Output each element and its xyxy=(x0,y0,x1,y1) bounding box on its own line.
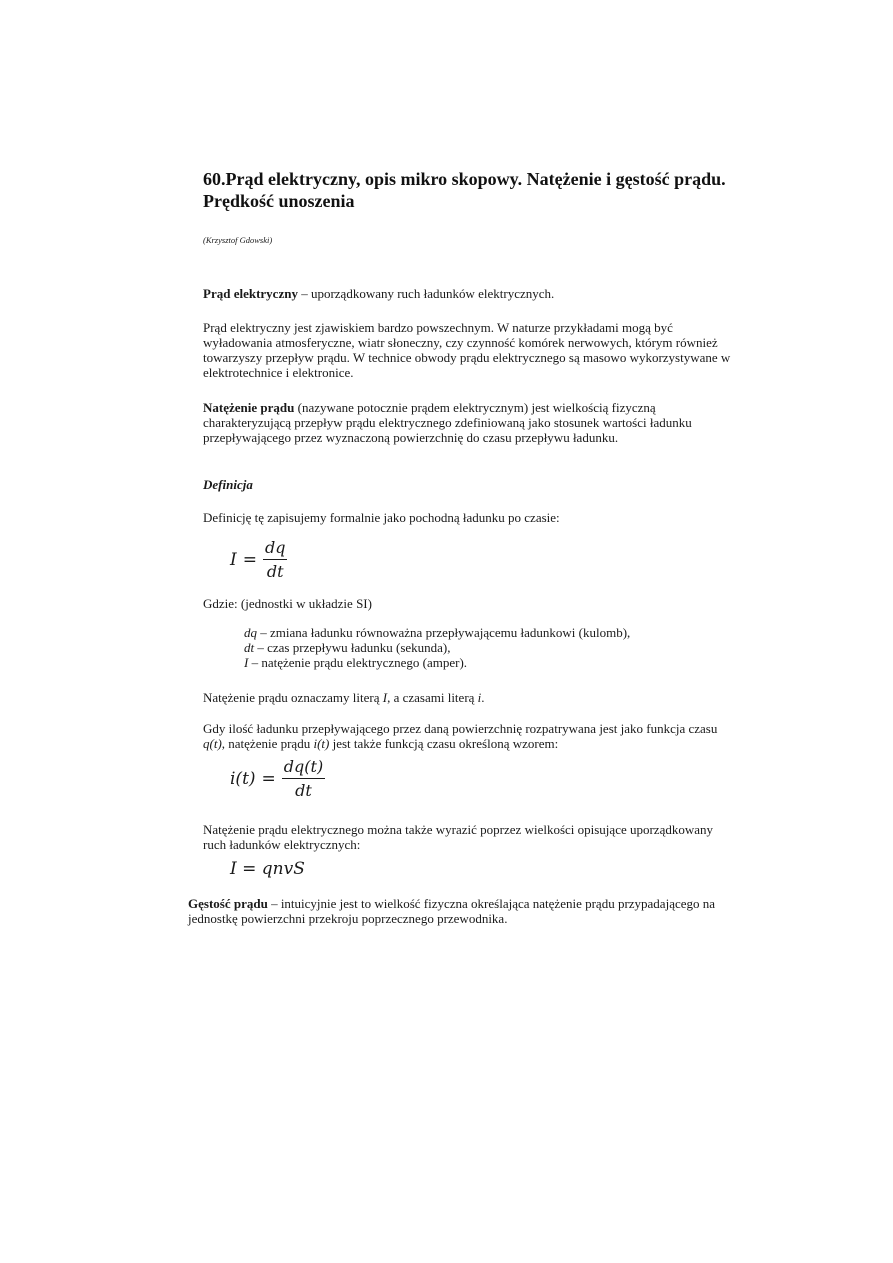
fraction-numerator: dq xyxy=(264,538,286,557)
paragraph-where: Gdzie: (jednostki w układzie SI) xyxy=(203,596,372,611)
section-heading-definition: Definicja xyxy=(203,477,253,492)
paragraph-text: , a czasami literą xyxy=(387,690,478,705)
formula-equals: = xyxy=(242,549,257,570)
paragraph-notation xyxy=(203,690,485,705)
paragraph-text: , natężenie prądu xyxy=(221,736,314,751)
paragraph-current-intensity xyxy=(203,400,738,445)
list-symbol: dq xyxy=(244,625,257,640)
list-symbol: dt xyxy=(244,640,255,655)
fraction-numerator: dq(t) xyxy=(283,757,324,776)
term-density: Gęstość prądu xyxy=(188,896,268,911)
list-item xyxy=(244,625,724,640)
paragraph-definition-intro: Definicję tę zapisujemy formalnie jako pochodną ładunku po czasie: xyxy=(203,510,560,525)
fraction-denominator: dt xyxy=(295,781,312,800)
paragraph-text: Natężenie prądu oznaczamy literą xyxy=(203,690,383,705)
paragraph-current-examples: Prąd elektryczny jest zjawiskiem bardzo powszechnym. W naturze przykładami mogą być wyładowania atmosferyczne, wiatr słoneczny, czy czynność komórek nerwowych, którym również towarzyszy przepływ prądu. W technice obwody prądu elektrycznego są masowo wykorzystywane w elektrotechnice i elektronice. xyxy=(203,320,731,380)
list-item xyxy=(244,655,724,670)
formula-equals: = xyxy=(261,768,276,789)
list-text: – czas przepływu ładunku (sekunda), xyxy=(254,640,451,655)
paragraph-text: . xyxy=(481,690,485,705)
list-item xyxy=(244,640,724,655)
symbol-I: I xyxy=(382,690,388,705)
formula-fraction xyxy=(282,757,325,800)
list-text: – zmiana ładunku równoważna przepływającemu ładunkowi (kulomb), xyxy=(257,625,631,640)
symbol-i: i xyxy=(477,690,482,705)
symbol-list xyxy=(244,625,724,670)
paragraph-text: Gdy ilość ładunku przepływającego przez daną powierzchnię rozpatrywana jest jako funkcja czasu xyxy=(203,721,718,736)
paragraph-current-definition xyxy=(203,286,763,301)
paragraph-text: – uporządkowany ruch ładunków elektrycznych. xyxy=(297,286,555,301)
formula-lhs: I xyxy=(230,549,237,570)
formula-fraction xyxy=(263,538,287,581)
fraction-denominator: dt xyxy=(266,562,284,581)
formula-qnvs: I = qnvS xyxy=(230,859,305,879)
symbol-i-t: i(t) xyxy=(313,736,330,751)
term-current: Prąd elektryczny xyxy=(203,286,298,301)
formula-lhs: i(t) xyxy=(230,768,256,789)
list-symbol: I xyxy=(244,655,249,670)
author-line: (Krzysztof Gdowski) xyxy=(203,235,273,245)
paragraph-text: jest także funkcją czasu określoną wzorem: xyxy=(329,736,559,751)
paragraph-time-function xyxy=(203,721,733,751)
document-title: 60.Prąd elektryczny, opis mikro skopowy. Natężenie i gęstość prądu. Prędkość unoszenia xyxy=(203,169,726,211)
list-text: – natężenie prądu elektrycznego (amper). xyxy=(248,655,468,670)
formula-current-time xyxy=(230,757,325,800)
paragraph-text: (nazywane potocznie prądem elektrycznym) jest wielkością fizyczną charakteryzującą przepływ prądu elektrycznego zdefiniowaną jako stosunek wartości ładunku przepływającego przez wyznaczoną powierzchnię do czasu przepływu ładunku. xyxy=(203,400,692,445)
paragraph-current-density xyxy=(188,896,748,926)
symbol-q-t: q(t) xyxy=(203,736,222,751)
paragraph-text: – intuicyjnie jest to wielkość fizyczna określająca natężenie prądu przypadającego na jednostkę powierzchni przekroju poprzecznego przewodnika. xyxy=(188,896,716,926)
paragraph-microscopic: Natężenie prądu elektrycznego można także wyrazić poprzez wielkości opisujące uporządkowany ruch ładunków elektrycznych: xyxy=(203,822,714,852)
formula-current-definition xyxy=(230,538,287,581)
term-intensity: Natężenie prądu xyxy=(203,400,295,415)
